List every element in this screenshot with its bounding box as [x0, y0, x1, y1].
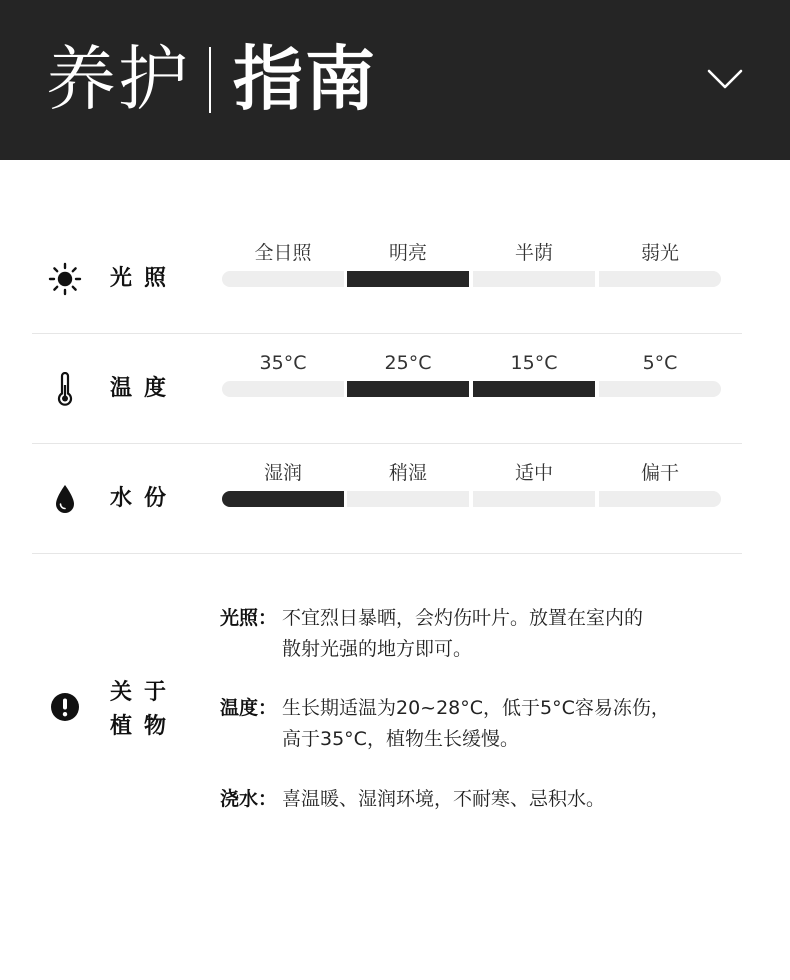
note-text: 散射光强的地方即可。 [282, 638, 473, 660]
care-row-temperature [0, 334, 790, 444]
page-header [0, 0, 790, 160]
note-key: 温度： [220, 697, 278, 719]
note-key: 浇水： [220, 788, 278, 810]
about-label-line1: 关于 [110, 680, 179, 705]
level-segment [473, 491, 595, 507]
level-segment [347, 271, 469, 287]
chevron-down-icon[interactable] [706, 66, 744, 92]
option-label: 5°C [642, 352, 678, 374]
care-row-water [0, 444, 790, 554]
option-label: 适中 [514, 462, 553, 484]
level-segment [473, 381, 595, 397]
option-label: 偏干 [640, 462, 679, 484]
level-segment [599, 491, 721, 507]
note-text: 生长期适温为20~28°C，低于5°C容易冻伤， [282, 697, 670, 719]
note-text: 不宜烈日暴晒，会灼伤叶片。放置在室内的 [282, 607, 644, 629]
thermometer-icon [48, 372, 82, 406]
level-segment [347, 381, 469, 397]
note-text: 高于35°C，植物生长缓慢。 [282, 728, 519, 750]
note-light [220, 603, 740, 665]
about-label [110, 676, 180, 744]
sun-icon [48, 262, 82, 296]
note-temperature [220, 693, 740, 755]
header-separator [209, 47, 211, 113]
level-segment [222, 381, 344, 397]
note-text: 喜温暖、湿润环境，不耐寒、忌积水。 [282, 788, 606, 810]
level-segment [599, 381, 721, 397]
level-segment [222, 491, 344, 507]
note-key: 光照： [220, 607, 278, 629]
header-title-right: 指南 [233, 38, 377, 120]
option-label: 全日照 [254, 242, 312, 264]
option-label: 明亮 [388, 242, 427, 264]
option-label: 弱光 [640, 242, 679, 264]
water-drop-icon [48, 482, 82, 516]
level-segment [599, 271, 721, 287]
row-label-temperature: 温度 [110, 376, 179, 401]
option-label: 稍湿 [388, 462, 427, 484]
row-label-light: 光照 [110, 266, 179, 291]
level-segment [473, 271, 595, 287]
care-row-light [0, 224, 790, 334]
note-watering [220, 784, 740, 815]
option-label: 半荫 [514, 242, 553, 264]
level-segment [347, 491, 469, 507]
exclamation-icon [50, 692, 80, 722]
option-label: 湿润 [263, 462, 302, 484]
level-segment [222, 271, 344, 287]
about-label-line2: 植物 [110, 714, 179, 739]
option-label: 15°C [510, 352, 558, 374]
header-title-left: 养护 [46, 38, 190, 120]
option-label: 35°C [259, 352, 307, 374]
option-label: 25°C [384, 352, 432, 374]
row-divider [32, 553, 742, 554]
row-label-water: 水份 [110, 486, 179, 511]
